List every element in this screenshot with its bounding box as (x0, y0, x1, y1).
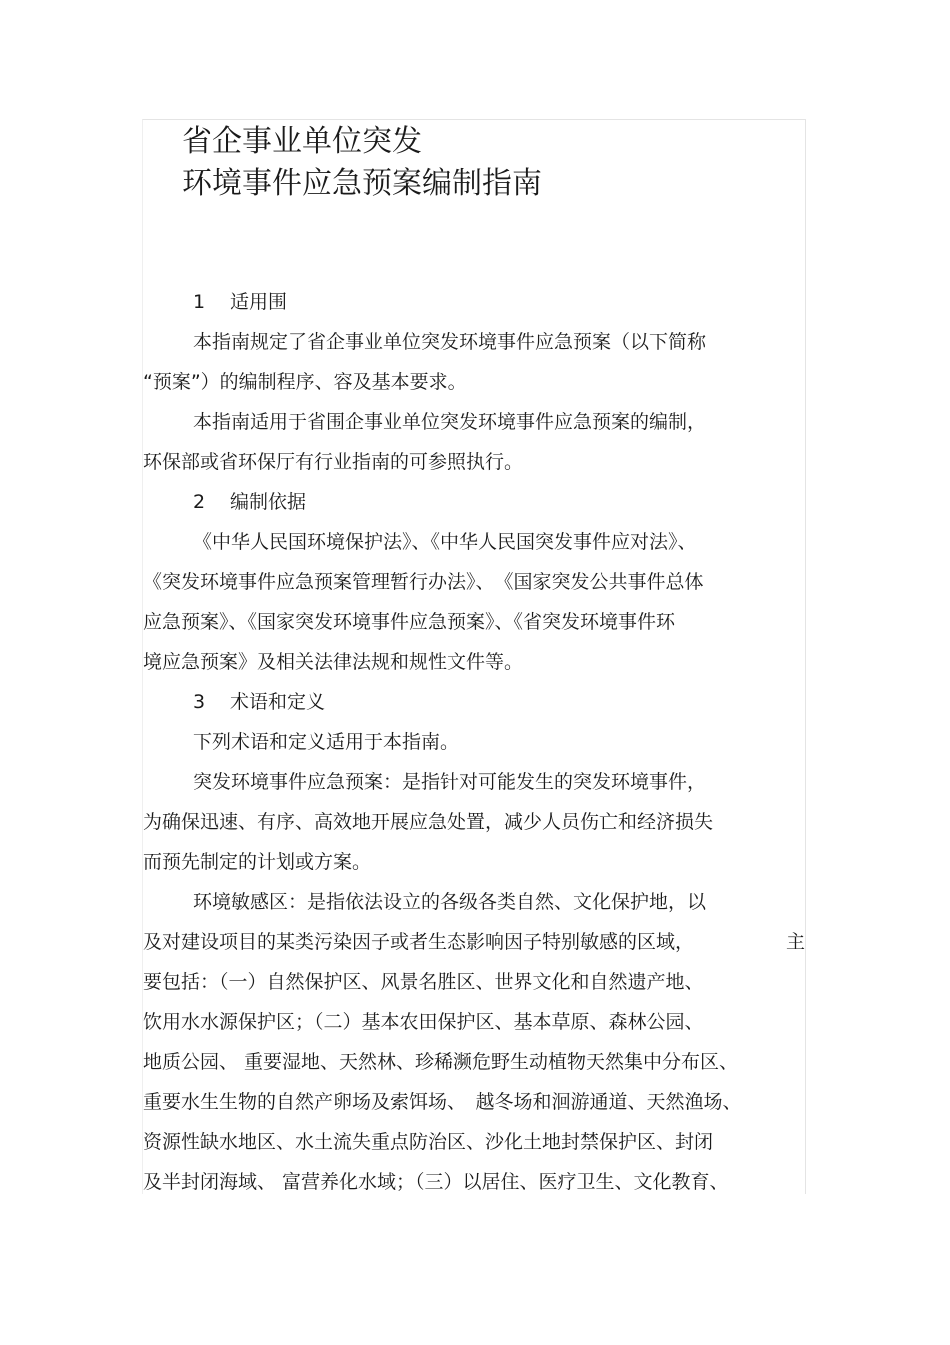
document-title-line-1: 省企事业单位突发 (182, 124, 422, 159)
paragraph-line: 而预先制定的计划或方案。 (143, 851, 372, 873)
paragraph-line: 下列术语和定义适用于本指南。 (193, 731, 460, 753)
paragraph-line: 本指南规定了省企事业单位突发环境事件应急预案（以下简称 (193, 331, 707, 353)
paragraph-line: 《突发环境事件应急预案管理暂行办法》、 《国家突发公共事件总体 (143, 571, 704, 593)
section-heading: 编制依据 (230, 491, 307, 513)
paragraph-line: 地质公园、 重要湿地、天然林、珍稀濒危野生动植物天然集中分布区、 (143, 1051, 739, 1073)
paragraph-line: 重要水生生物的自然产卵场及索饵场、 越冬场和洄游通道、天然渔场、 (143, 1091, 742, 1113)
section-number: 2 (193, 491, 206, 513)
section-heading: 术语和定义 (230, 691, 326, 713)
paragraph-line: 本指南适用于省围企事业单位突发环境事件应急预案的编制， (193, 411, 707, 433)
paragraph-line: “预案”）的编制程序、容及基本要求。 (143, 371, 467, 393)
paragraph-line: 突发环境事件应急预案：是指针对可能发生的突发环境事件， (193, 771, 707, 793)
paragraph-line: 环境敏感区：是指依法设立的各级各类自然、文化保护地，以 (193, 891, 707, 913)
paragraph-line: 饮用水水源保护区；（二）基本农田保护区、基本草原、森林公园、 (143, 1011, 704, 1033)
paragraph-line: 境应急预案》及相关法律法规和规性文件等。 (143, 651, 524, 673)
section-heading: 适用围 (230, 291, 288, 313)
section-number: 1 (193, 291, 206, 313)
paragraph-line: 及对建设项目的某类污染因子或者生态影响因子特别敏感的区域， (143, 931, 695, 953)
paragraph-line: 为确保迅速、有序、高效地开展应急处置，减少人员伤亡和经济损失 (143, 811, 714, 833)
paragraph-line: 《中华人民国环境保护法》、《中华人民国突发事件应对法》、 (193, 531, 697, 553)
paragraph-line: 应急预案》、《国家突发环境事件应急预案》、《省突发环境事件环 (143, 611, 676, 633)
paragraph-line: 要包括：（一）自然保护区、风景名胜区、世界文化和自然遗产地、 (143, 971, 704, 993)
paragraph-line: 环保部或省环保厅有行业指南的可参照执行。 (143, 451, 524, 473)
paragraph-line: 资源性缺水地区、水土流失重点防治区、沙化土地封禁保护区、封闭 (143, 1131, 714, 1153)
section-number: 3 (193, 691, 206, 713)
paragraph-line: 及半封闭海域、 富营养化水域；（三）以居住、医疗卫生、文化教育、 (143, 1171, 729, 1193)
document-title-line-2: 环境事件应急预案编制指南 (182, 166, 542, 201)
paragraph-line-tail: 主 (786, 931, 806, 953)
